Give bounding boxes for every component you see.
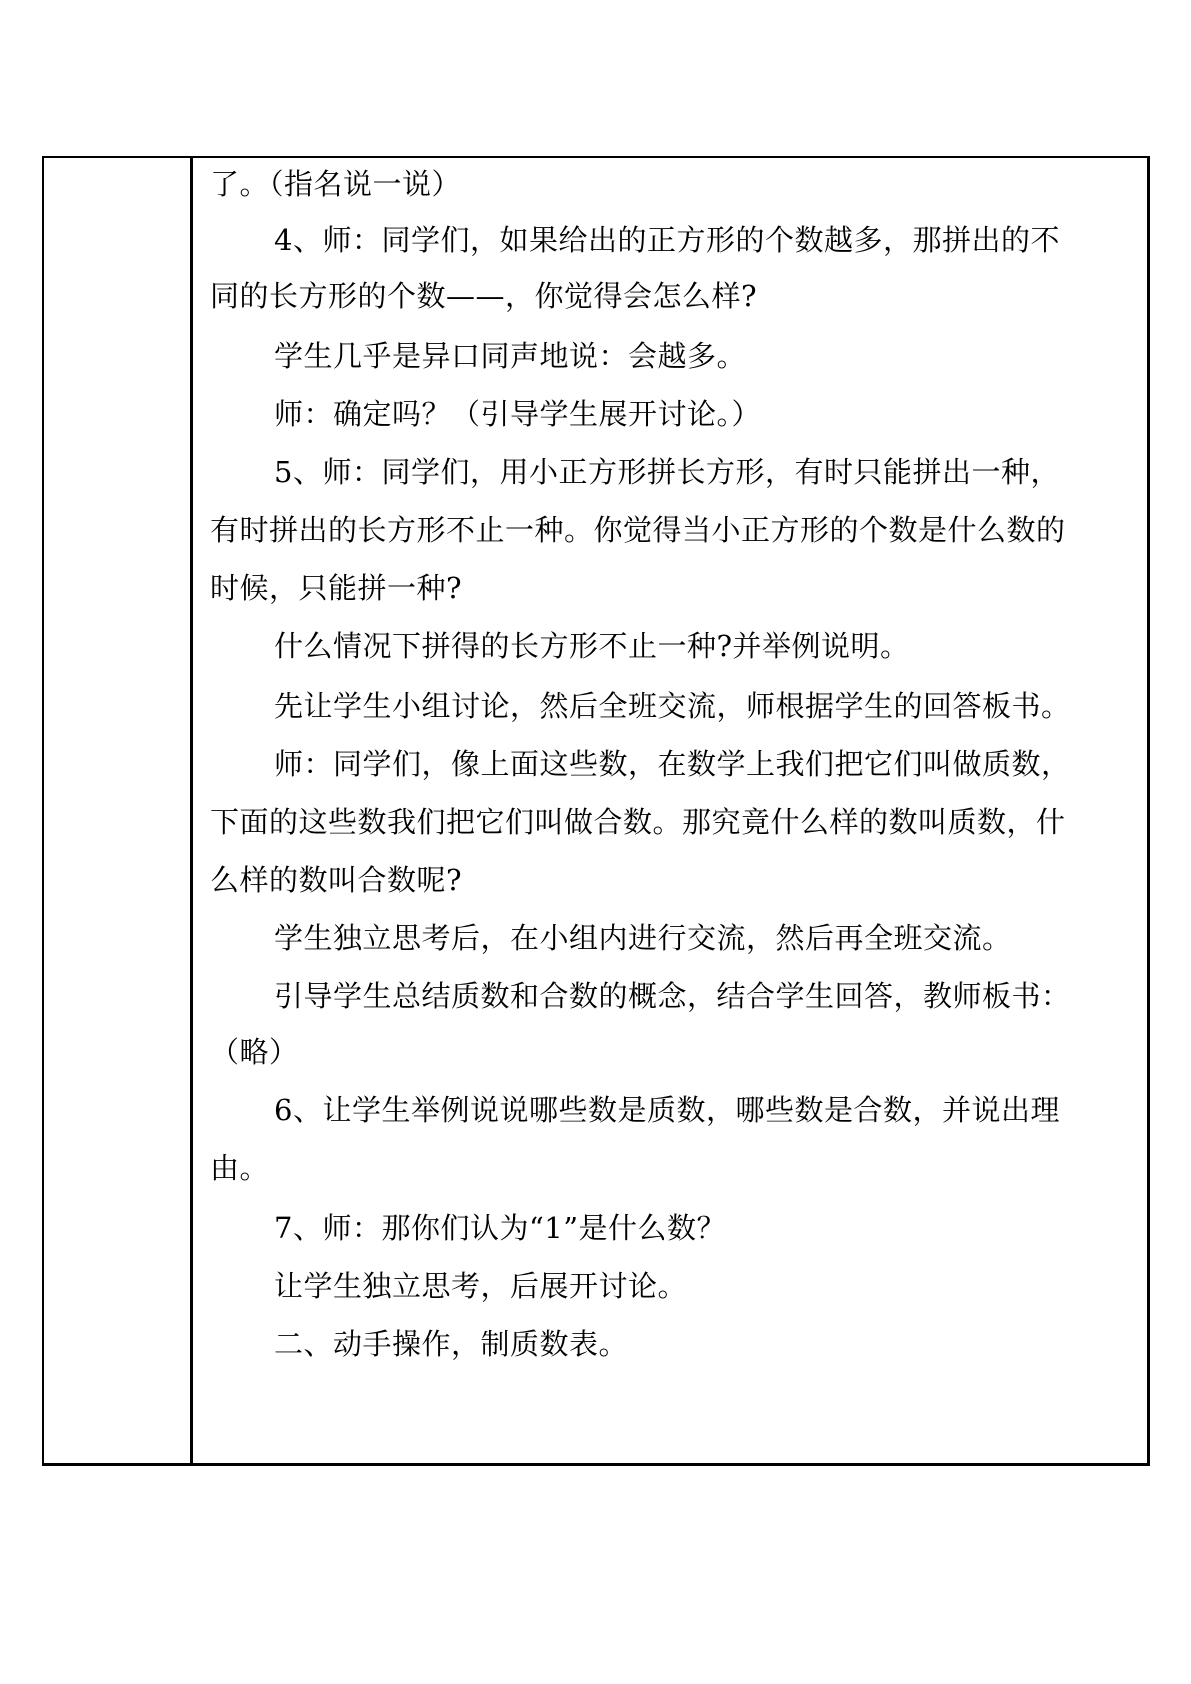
text-line-3: 同的长方形的个数——，你觉得会怎么样?	[210, 279, 758, 313]
text-line-14: 学生独立思考后，在小组内进行交流，然后再全班交流。	[274, 921, 1012, 955]
lesson-table	[42, 156, 1150, 1466]
text-line-19: 7、师：那你们认为“1”是什么数？	[274, 1211, 727, 1245]
text-line-6: 5、师：同学们，用小正方形拼长方形，有时只能拼出一种，	[274, 455, 1060, 489]
text-line-10: 先让学生小组讨论，然后全班交流，师根据学生的回答板书。	[274, 689, 1071, 723]
text-line-8: 时候，只能拼一种?	[210, 571, 463, 605]
text-line-9: 什么情况下拼得的长方形不止一种?并举例说明。	[274, 629, 910, 663]
text-line-5: 师：确定吗？（引导学生展开讨论。）	[274, 397, 762, 431]
text-line-2: 4、师：同学们，如果给出的正方形的个数越多，那拼出的不	[274, 223, 1060, 257]
text-line-13: 么样的数叫合数呢?	[210, 863, 463, 897]
text-line-1: 了。（指名说一说）	[210, 167, 462, 201]
text-line-16: （略）	[210, 1035, 299, 1069]
text-line-12: 下面的这些数我们把它们叫做合数。那究竟什么样的数叫质数，什	[210, 805, 1066, 839]
text-line-18: 由。	[210, 1151, 270, 1185]
text-line-4: 学生几乎是异口同声地说：会越多。	[274, 339, 747, 373]
table-right-cell	[196, 158, 1147, 1463]
text-line-11: 师：同学们，像上面这些数，在数学上我们把它们叫做质数，	[274, 747, 1071, 781]
text-line-17: 6、让学生举例说说哪些数是质数，哪些数是合数，并说出理	[274, 1093, 1060, 1127]
text-line-20: 让学生独立思考，后展开讨论。	[274, 1269, 688, 1303]
table-left-cell	[44, 158, 193, 1463]
text-line-15: 引导学生总结质数和合数的概念，结合学生回答，教师板书：	[274, 979, 1071, 1013]
text-line-21: 二、动手操作，制质数表。	[274, 1327, 629, 1361]
text-line-7: 有时拼出的长方形不止一种。你觉得当小正方形的个数是什么数的	[210, 513, 1066, 547]
